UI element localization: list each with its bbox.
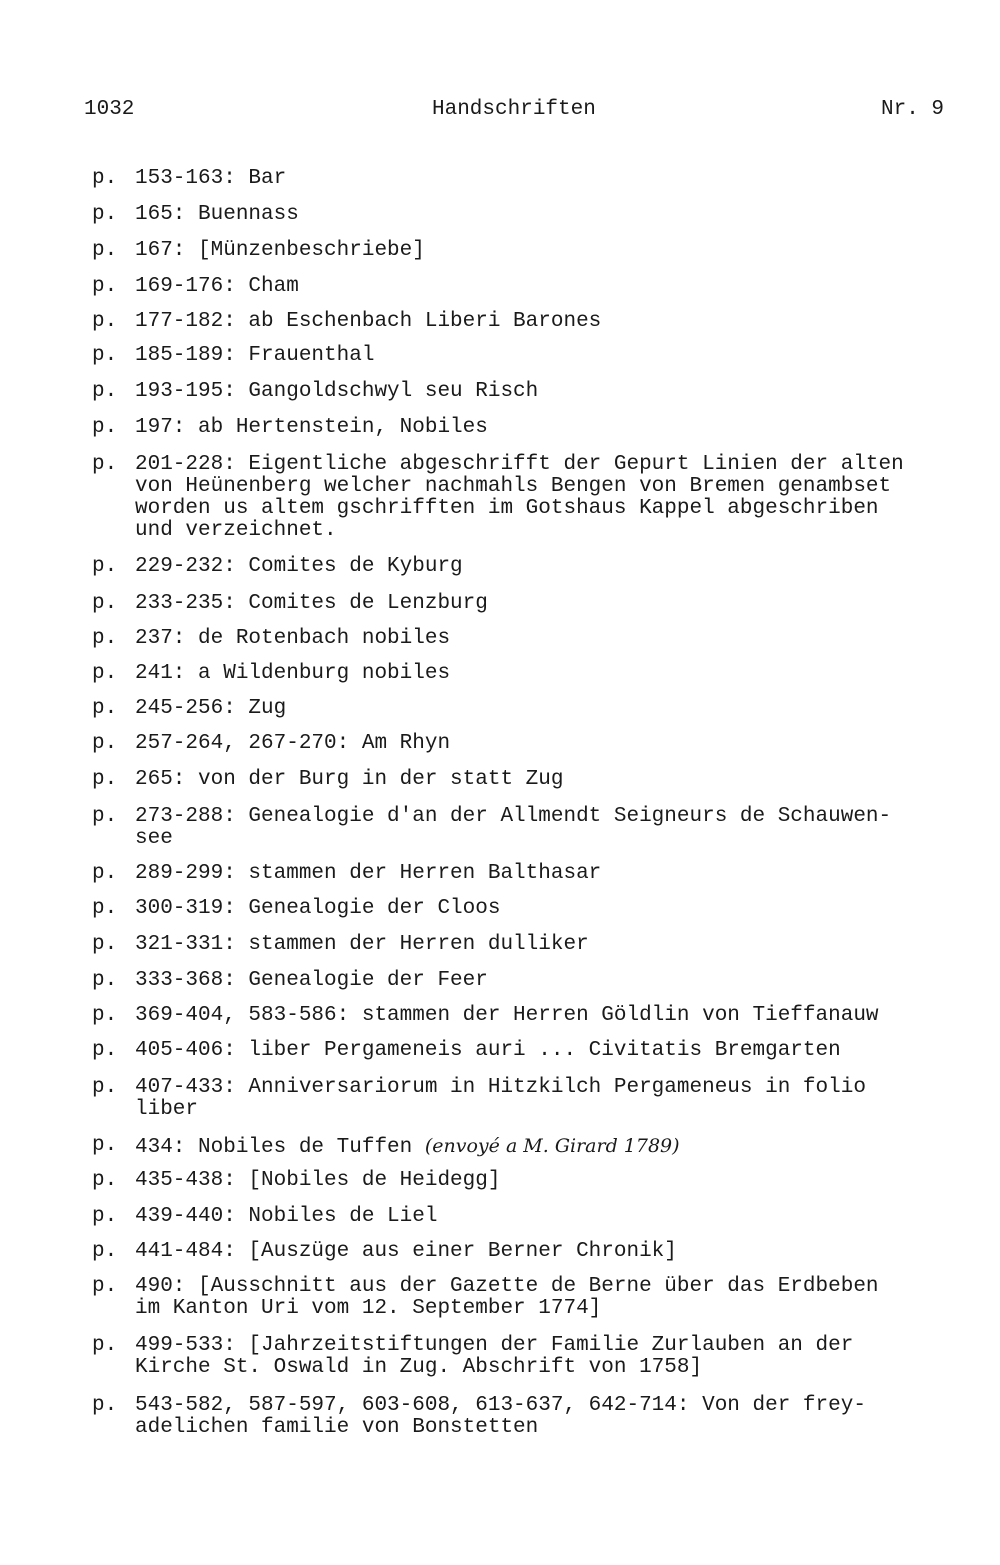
entry-text: 333-368: Genealogie der Feer — [135, 969, 488, 992]
entry-text: 237: de Rotenbach nobiles — [135, 627, 451, 650]
entry-text: 407-433: Anniversariorum in Hitzkilch Pergameneus in folio liber — [135, 1076, 866, 1121]
entry-text: 490: [Ausschnitt aus der Gazette de Berne über das Erdbeben im Kanton Uri vom 12. September 1774] — [135, 1275, 879, 1320]
list-item — [92, 1005, 962, 1027]
entry-prefix: p. — [92, 1394, 118, 1417]
entry-prefix: p. — [92, 275, 118, 298]
entry-text: 169-176: Cham — [135, 275, 299, 298]
entry-text: 201-228: Eigentliche abgeschrifft der Gepurt Linien der alten von Heünenberg welcher nachmahls Bengen von Bremen genambset worden us altem gschrifften im Gotshaus Kappel abgeschriben und verzeichnet. — [135, 453, 904, 542]
list-item — [92, 593, 962, 615]
list-item — [92, 168, 962, 190]
list-item — [92, 1170, 962, 1192]
entry-prefix: p. — [92, 203, 118, 226]
entry-prefix: p. — [92, 453, 118, 476]
list-item — [92, 381, 962, 403]
list-item — [92, 733, 962, 755]
list-item — [92, 628, 962, 650]
entry-text: 499-533: [Jahrzeitstiftungen der Familie Zurlauben an der Kirche St. Oswald in Zug. Abschrift von 1758] — [135, 1334, 854, 1379]
entry-text: 241: a Wildenburg nobiles — [135, 662, 451, 685]
entry-text: 300-319: Genealogie der Cloos — [135, 897, 501, 920]
list-item — [92, 934, 962, 956]
list-item — [92, 1335, 962, 1379]
entry-text: 245-256: Zug — [135, 697, 287, 720]
entry-text: 233-235: Comites de Lenzburg — [135, 592, 488, 615]
entry-prefix: p. — [92, 310, 118, 333]
entry-text: 265: von der Burg in der statt Zug — [135, 768, 564, 791]
list-item — [92, 1135, 962, 1159]
entry-prefix: p. — [92, 1039, 118, 1062]
list-item — [92, 1206, 962, 1228]
list-item — [92, 311, 962, 333]
entry-prefix: p. — [92, 732, 118, 755]
page-number: 1032 — [84, 98, 135, 121]
entry-text: 197: ab Hertenstein, Nobiles — [135, 416, 488, 439]
entry-prefix: p. — [92, 1076, 118, 1099]
entry-text: 185-189: Frauenthal — [135, 344, 375, 367]
entry-text: 441-484: [Auszüge aus einer Berner Chronik] — [135, 1240, 677, 1263]
list-item — [92, 276, 962, 298]
list-item — [92, 204, 962, 226]
list-item — [92, 1241, 962, 1263]
entry-prefix: p. — [92, 1004, 118, 1027]
entry-prefix: p. — [92, 805, 118, 828]
entry-prefix: p. — [92, 933, 118, 956]
entry-text — [135, 1135, 962, 1159]
entry-text: 165: Buennass — [135, 203, 299, 226]
entry-text: 543-582, 587-597, 603-608, 613-637, 642-714: Von der frey- adelichen familie von Bonstetten — [135, 1394, 866, 1439]
entry-prefix: p. — [92, 416, 118, 439]
entry-prefix: p. — [92, 969, 118, 992]
entry-prefix: p. — [92, 1205, 118, 1228]
entry-prefix: p. — [92, 662, 118, 685]
entry-text: 405-406: liber Pergameneis auri ... Civitatis Bremgarten — [135, 1039, 841, 1062]
list-item — [92, 1077, 962, 1121]
entry-prefix: p. — [92, 1334, 118, 1357]
entry-prefix: p. — [92, 1134, 118, 1157]
list-item — [92, 970, 962, 992]
entry-prefix: p. — [92, 627, 118, 650]
running-title: Handschriften — [432, 98, 596, 121]
entry-text: 435-438: [Nobiles de Heidegg] — [135, 1169, 501, 1192]
entry-text: 229-232: Comites de Kyburg — [135, 555, 463, 578]
list-item — [92, 698, 962, 720]
entry-prefix: p. — [92, 897, 118, 920]
entry-prefix: p. — [92, 1240, 118, 1263]
list-item — [92, 1395, 962, 1439]
entry-text: 289-299: stammen der Herren Balthasar — [135, 862, 602, 885]
entry-prefix: p. — [92, 1169, 118, 1192]
list-item — [92, 417, 962, 439]
entry-prefix: p. — [92, 592, 118, 615]
list-item — [92, 898, 962, 920]
entry-prefix: p. — [92, 344, 118, 367]
entry-prefix: p. — [92, 1275, 118, 1298]
list-item — [92, 1276, 962, 1320]
list-item — [92, 454, 962, 542]
entry-prefix: p. — [92, 555, 118, 578]
list-item — [92, 663, 962, 685]
entry-text: 153-163: Bar — [135, 167, 287, 190]
list-item — [92, 556, 962, 578]
list-item — [92, 769, 962, 791]
list-item — [92, 806, 962, 850]
entry-prefix: p. — [92, 862, 118, 885]
list-item — [92, 1040, 962, 1062]
entry-prefix: p. — [92, 167, 118, 190]
entry-prefix: p. — [92, 697, 118, 720]
entry-text: 439-440: Nobiles de Liel — [135, 1205, 438, 1228]
entry-prefix: p. — [92, 768, 118, 791]
manuscript-number: Nr. 9 — [880, 98, 944, 121]
entry-text: 257-264, 267-270: Am Rhyn — [135, 732, 451, 755]
entry-prefix: p. — [92, 380, 118, 403]
entry-text: 273-288: Genealogie d'an der Allmendt Seigneurs de Schauwen- see — [135, 805, 892, 850]
list-item — [92, 345, 962, 367]
entry-text: 177-182: ab Eschenbach Liberi Barones — [135, 310, 602, 333]
entry-main-text: 434: Nobiles de Tuffen — [135, 1136, 413, 1159]
entry-prefix: p. — [92, 239, 118, 262]
list-item — [92, 240, 962, 262]
entry-text: 321-331: stammen der Herren dulliker — [135, 933, 589, 956]
entry-text: 167: [Münzenbeschriebe] — [135, 239, 425, 262]
entry-text: 369-404, 583-586: stammen der Herren Göldlin von Tieffanauw — [135, 1004, 879, 1027]
handwritten-note: (envoyé a M. Girard 1789) — [424, 1135, 680, 1157]
entry-text: 193-195: Gangoldschwyl seu Risch — [135, 380, 539, 403]
list-item — [92, 863, 962, 885]
